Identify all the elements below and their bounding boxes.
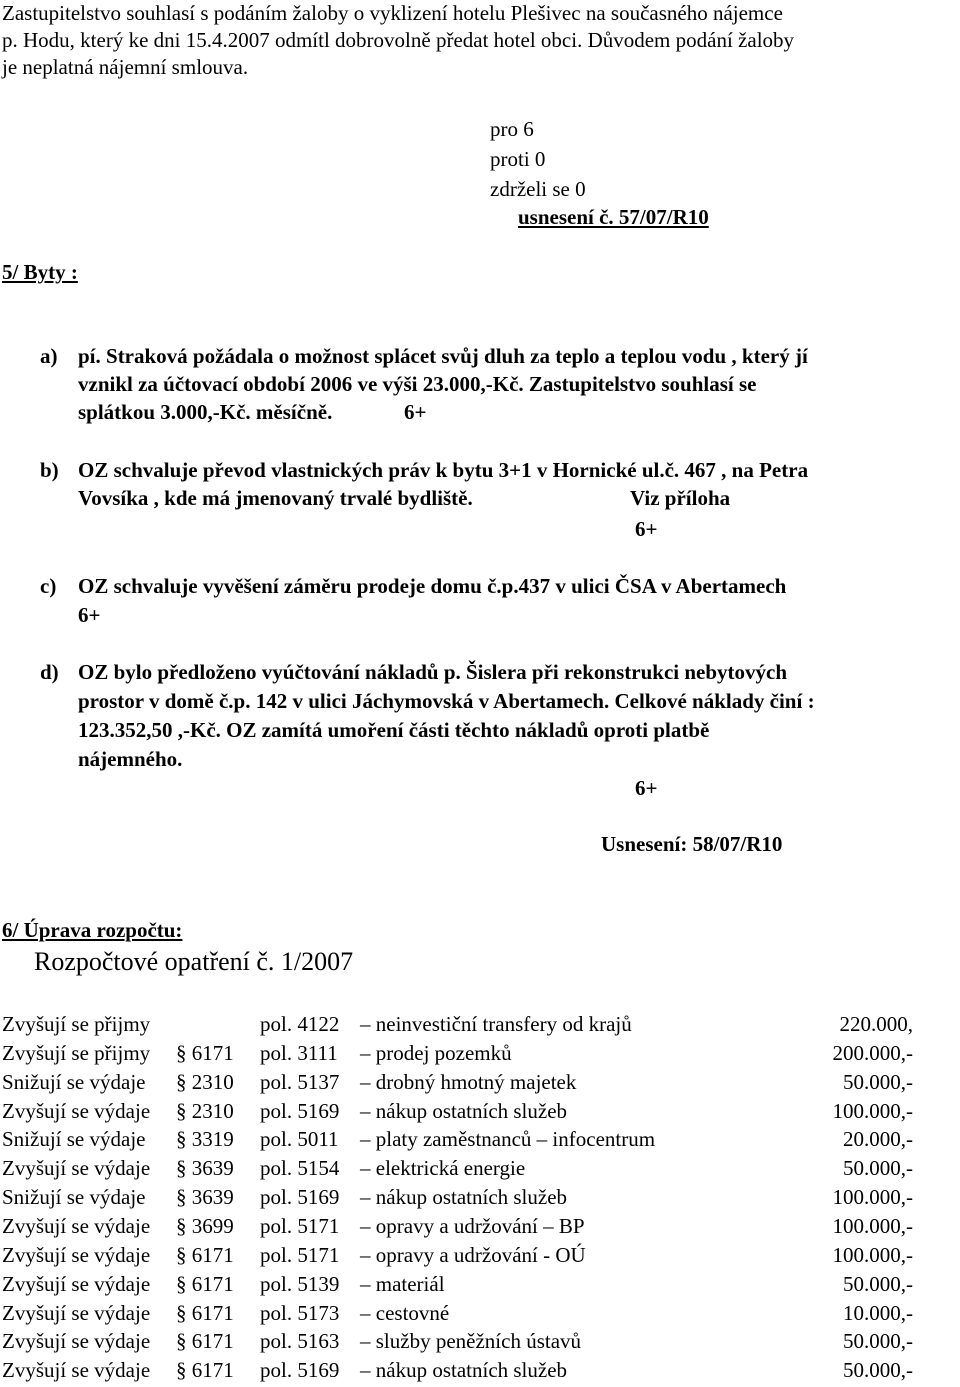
vote-proti: proti 0 [490,147,546,171]
budget-row-amount: 20.000,- [843,1127,913,1152]
budget-row [0,1012,960,1041]
budget-row [0,1214,960,1243]
budget-row-paragraph: § 2310 [176,1069,234,1094]
budget-row-description: – platy zaměstnanců – infocentrum [360,1127,656,1152]
item-d-line-4: nájemného. [78,747,183,771]
resolution-58: Usnesení: 58/07/R10 [601,832,783,856]
budget-row-amount: 200.000,- [832,1040,913,1065]
budget-row-amount: 50.000,- [843,1358,913,1383]
item-b-label: b) [40,458,59,482]
budget-row [0,1301,960,1330]
item-a-line-3: splátkou 3.000,-Kč. měsíčně. [78,400,333,424]
budget-row-item: pol. 3111 [260,1040,338,1065]
item-b-vote: 6+ [635,517,658,541]
budget-row [0,1358,960,1387]
section-5-heading: 5/ Byty : [2,260,78,284]
budget-row-description: – opravy a udržování - OÚ [360,1242,586,1267]
budget-row-description: – služby peněžních ústavů [360,1329,582,1354]
budget-row-action: Zvyšují se výdaje [2,1098,151,1123]
budget-row-item: pol. 5171 [260,1213,340,1238]
budget-row [0,1127,960,1156]
item-d-vote: 6+ [635,776,658,800]
budget-row-item: pol. 5139 [260,1271,340,1296]
budget-row-amount: 50.000,- [843,1069,913,1094]
vote-pro: pro 6 [490,117,534,141]
budget-row-amount: 100.000,- [832,1185,913,1210]
budget-row-description: – elektrická energie [360,1156,526,1181]
budget-row [0,1329,960,1358]
budget-row-paragraph: § 6171 [176,1358,234,1383]
item-a-label: a) [40,344,58,368]
budget-row-action: Zvyšují se výdaje [2,1300,151,1325]
item-d-line-3: 123.352,50 ,-Kč. OZ zamítá umoření části těchto nákladů oproti platbě [78,718,710,742]
budget-row [0,1272,960,1301]
budget-row-action: Zvyšují se výdaje [2,1213,151,1238]
budget-row-action: Zvyšují se výdaje [2,1358,151,1383]
budget-row-description: – nákup ostatních služeb [360,1098,568,1123]
budget-row-paragraph: § 3639 [176,1185,234,1210]
budget-row-item: pol. 5011 [260,1127,339,1152]
budget-row [0,1070,960,1099]
section-6-heading: 6/ Úprava rozpočtu: [2,918,183,942]
budget-row-item: pol. 5169 [260,1358,340,1383]
item-a-vote: 6+ [404,400,427,424]
item-b-line-2: Vovsíka , kde má jmenovaný trvalé bydliště. [78,486,473,510]
item-d-label: d) [40,660,59,684]
budget-row-item: pol. 5137 [260,1069,340,1094]
budget-row-item: pol. 5163 [260,1329,340,1354]
budget-row [0,1185,960,1214]
intro-line-3: je neplatná nájemní smlouva. [2,55,249,79]
budget-row-action: Zvyšují se výdaje [2,1271,151,1296]
budget-row-amount: 100.000,- [832,1098,913,1123]
budget-row-paragraph: § 3319 [176,1127,234,1152]
budget-row-description: – nákup ostatních služeb [360,1185,568,1210]
budget-row-amount: 50.000,- [843,1271,913,1296]
budget-row-action: Snižují se výdaje [2,1069,146,1094]
budget-row-description: – prodej pozemků [360,1040,512,1065]
vote-zdrzeli: zdrželi se 0 [490,177,586,201]
budget-row-description: – cestovné [360,1300,450,1325]
budget-row-description: – drobný hmotný majetek [360,1069,577,1094]
budget-row-description: – opravy a udržování – BP [360,1213,585,1238]
budget-row-amount: 100.000,- [832,1242,913,1267]
item-c-label: c) [40,574,57,598]
budget-row-item: pol. 5171 [260,1242,340,1267]
budget-measure-title: Rozpočtové opatření č. 1/2007 [34,947,354,976]
budget-row-item: pol. 5169 [260,1098,340,1123]
item-a-line-1: pí. Straková požádala o možnost splácet svůj dluh za teplo a teplou vodu , který jí [78,344,808,368]
budget-row-paragraph: § 6171 [176,1242,234,1267]
budget-row-paragraph: § 3699 [176,1213,234,1238]
budget-row-amount: 220.000, [839,1012,913,1036]
budget-row-amount: 50.000,- [843,1329,913,1354]
budget-row-amount: 10.000,- [843,1300,913,1325]
budget-row-description: – nákup ostatních služeb [360,1358,568,1383]
budget-row [0,1099,960,1128]
item-b-line-1: OZ schvaluje převod vlastnických práv k bytu 3+1 v Hornické ul.č. 467 , na Petra [78,458,809,482]
budget-row-action: Zvyšují se přijmy [2,1040,151,1065]
intro-line-2: p. Hodu, který ke dni 15.4.2007 odmítl dobrovolně předat hotel obci. Důvodem podání žaloby [2,28,795,52]
intro-line-1: Zastupitelstvo souhlasí s podáním žaloby o vyklizení hotelu Plešivec na současného nájemce [2,1,783,25]
budget-row-paragraph: § 6171 [176,1300,234,1325]
budget-row-description: – materiál [360,1271,445,1296]
budget-row-amount: 50.000,- [843,1156,913,1181]
budget-row-action: Zvyšují se výdaje [2,1156,151,1181]
budget-row-item: pol. 5169 [260,1185,340,1210]
budget-row-paragraph: § 3639 [176,1156,234,1181]
budget-row-paragraph: § 6171 [176,1040,234,1065]
budget-row [0,1156,960,1185]
budget-row-description: – neinvestiční transfery od krajů [360,1012,632,1036]
budget-row-action: Zvyšují se přijmy [2,1012,151,1036]
budget-row-amount: 100.000,- [832,1213,913,1238]
budget-row-paragraph: § 6171 [176,1329,234,1354]
budget-row-item: pol. 4122 [260,1012,340,1036]
budget-row-action: Zvyšují se výdaje [2,1329,151,1354]
budget-row-action: Snižují se výdaje [2,1127,146,1152]
budget-row [0,1041,960,1070]
item-d-line-2: prostor v domě č.p. 142 v ulici Jáchymovská v Abertamech. Celkové náklady činí : [78,689,815,713]
item-c-line-1: OZ schvaluje vyvěšení záměru prodeje domu č.p.437 v ulici ČSA v Abertamech [78,574,787,598]
budget-row-action: Snižují se výdaje [2,1185,146,1210]
budget-row-paragraph: § 6171 [176,1271,234,1296]
budget-row-item: pol. 5154 [260,1156,340,1181]
budget-row-action: Zvyšují se výdaje [2,1242,151,1267]
item-d-line-1: OZ bylo předloženo vyúčtování nákladů p. Šislera při rekonstrukci nebytových [78,660,788,684]
item-a-line-2: vznikl za účtovací období 2006 ve výši 23.000,-Kč. Zastupitelstvo souhlasí se [78,372,757,396]
item-c-vote: 6+ [78,603,101,627]
item-b-attachment: Viz příloha [630,486,731,510]
budget-row-item: pol. 5173 [260,1300,340,1325]
budget-row [0,1243,960,1272]
resolution-57: usnesení č. 57/07/R10 [518,205,709,229]
budget-row-paragraph: § 2310 [176,1098,234,1123]
